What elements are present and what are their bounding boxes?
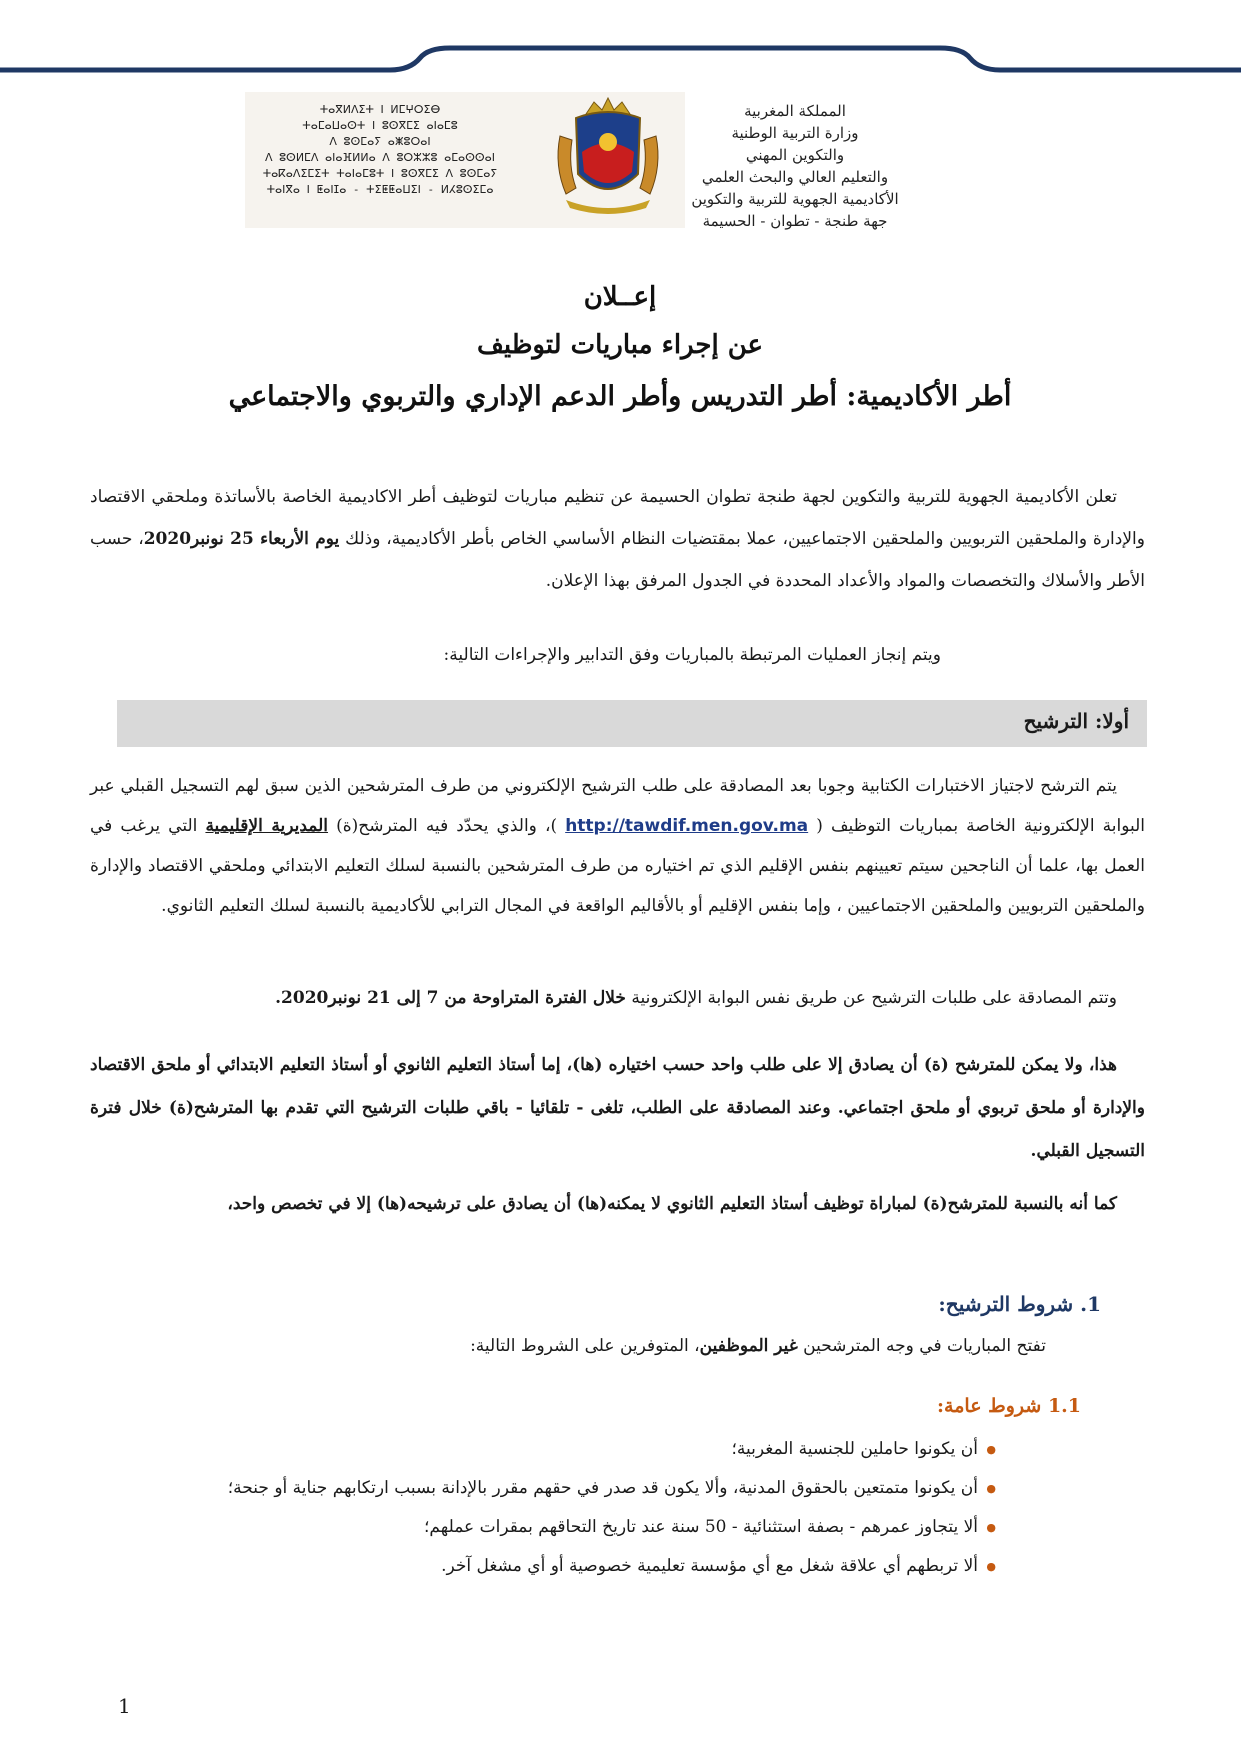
list-item: ● أن يكونوا متمتعين بالحقوق المدنية، وألا يكون قد صدر في حقهم مقرر بالإدانة بسبب ارتكابهم جناية أو جنحة؛ — [206, 1469, 996, 1508]
tifinagh-line: ⵜⴰⵏⴳⴰ ⵏ ⵟⴰⵏⵊⴰ - ⵜⵉⵟⵟⴰⵡⵉⵏ - ⵍⵃⵓⵙⵉⵎⴰ — [266, 183, 494, 196]
specialty-note — [90, 1183, 1145, 1226]
intro-followup: ويتم إنجاز العمليات المرتبطة بالمباريات وفق التدابير والإجراءات التالية: — [443, 645, 941, 665]
section-heading: أولا: الترشيح — [1023, 709, 1129, 733]
candidacy-text-b: )، والذي يحدّد فيه المترشح(ة) — [328, 816, 566, 836]
intro-paragraph — [90, 476, 1145, 602]
announcement-subtitle: عن إجراء مباريات لتوظيف — [476, 330, 764, 360]
validation-period: خلال الفترة المتراوحة من 7 إلى 21 نونبر2020. — [275, 988, 626, 1008]
ministry-line: جهة طنجة - تطوان - الحسيمة — [702, 212, 888, 230]
announcement-scope: أطر الأكاديمية: أطر التدريس وأطر الدعم الإداري والتربوي والاجتماعي — [228, 381, 1012, 412]
conditions-intro-a: تفتح المباريات في وجه المترشحين — [797, 1336, 1046, 1356]
provincial-directorate: المديرية الإقليمية — [205, 816, 329, 836]
intro-text-a: تعلن الأكاديمية الجهوية للتربية والتكوين لجهة طنجة تطوان الحسيمة عن تنظيم مباريات لتوظيف أطر الاكاديمية الخاصة بالأساتذة وملحقي الاقتصاد والإدارة والملحقين التربويين والملحقين الاجتماعيين، عملا بمقتضيات النظام الأساسي الخاص بأطر الأكاديمية، وذلك — [90, 487, 1145, 549]
portal-link[interactable]: http://tawdif.men.gov.ma — [565, 816, 809, 836]
letterhead-tifinagh — [230, 102, 530, 198]
tifinagh-line: ⴷ ⵓⵙⵍⵎⴷ ⴰⵏⴰⴼⵍⵍⴰ ⴷ ⵓⵔⵣⵣⵓ ⴰⵎⴰⵙⵙⴰⵏ — [264, 151, 496, 164]
conditions-intro — [470, 1331, 1046, 1361]
candidacy-paragraph — [90, 766, 1145, 926]
note-text: هذا، ولا يمكن للمترشح (ة) أن يصادق إلا على طلب واحد حسب اختياره (ها)، إما أستاذ التعليم الثانوي أو أستاذ التعليم الابتدائي أو ملحق الاقتصاد والإدارة أو ملحق تربوي أو ملحق اجتماعي. وعند المصادقة على الطلب، تلغى - تلقائيا - باقي طلبات الترشيح التي تقدم بها المترشح(ة) خلال فترة التسجيل القبلي. — [90, 1055, 1145, 1161]
non-employees: غير الموظفين — [699, 1336, 798, 1356]
ministry-line: وزارة التربية الوطنية — [731, 124, 859, 142]
letterhead-arabic — [680, 100, 910, 232]
ministry-line: الأكاديمية الجهوية للتربية والتكوين — [691, 190, 899, 208]
tifinagh-line: ⴷ ⵓⵙⵎⴰⵢ ⴰⵥⵓⵔⴰⵏ — [329, 135, 431, 148]
royal-emblem-icon — [546, 96, 670, 216]
tifinagh-line: ⵜⴰⴽⴰⴷⵉⵎⵉⵜ ⵜⴰⵏⴰⵎⵓⵜ ⵏ ⵓⵙⴳⵎⵉ ⴷ ⵓⵙⵎⴰⵢ — [262, 167, 498, 180]
tifinagh-line: ⵜⴰⴳⵍⴷⵉⵜ ⵏ ⵍⵎⵖⵔⵉⴱ — [319, 103, 441, 116]
candidacy-text-c: التي يرغب في العمل بها، علما أن الناجحين سيتم تعيينهم بنفس الإقليم الذي تم اختياره من طرف المترشحين بالنسبة لسلك التعليم الابتدائي وملحقي الاقتصاد والإدارة والملحقين التربويين والملحقين الاجتماعيين ، وإما بنفس الإقليم أو بالأقاليم الواقعة في المجال الترابي للأكاديمية بالنسبة لسلك التعليم الثانوي. — [90, 816, 1145, 916]
list-item: ● ألا تربطهم أي علاقة شغل مع أي مؤسسة تعليمية خصوصية أو أي مشغل آخر. — [206, 1547, 996, 1586]
ministry-line: المملكة المغربية — [744, 102, 846, 120]
list-item: ● ألا يتجاوز عمرهم - بصفة استثنائية - 50 سنة عند تاريخ التحاقهم بمقرات عملهم؛ — [206, 1508, 996, 1547]
single-application-note — [90, 1044, 1145, 1173]
validation-paragraph — [90, 983, 1145, 1013]
candidacy-text-a: يتم الترشح لاجتياز الاختبارات الكتابية وجوبا بعد المصادقة على طلب الترشيح الإلكتروني من طرف المترشحين الذين سبق لهم التسجيل القبلي عبر البوابة الإلكترونية الخاصة بمباريات التوظيف ( — [90, 776, 1146, 836]
announcement-title: إعــلان — [583, 282, 657, 312]
validation-text: وتتم المصادقة على طلبات الترشيح عن طريق نفس البوابة الإلكترونية — [625, 988, 1117, 1008]
conditions-heading: 1. شروط الترشيح: — [938, 1292, 1101, 1316]
top-decorative-line — [0, 0, 1241, 80]
conditions-list — [206, 1430, 996, 1586]
page-number: 1 — [118, 1694, 131, 1718]
exam-date: يوم الأربعاء 25 نونبر2020 — [143, 529, 340, 549]
note-text: كما أنه بالنسبة للمترشح(ة) لمباراة توظيف أستاذ التعليم الثانوي لا يمكنه(ها) أن يصادق على ترشيحه(ها) إلا في تخصص واحد، — [227, 1194, 1117, 1214]
ministry-line: والتكوين المهني — [745, 146, 845, 164]
section-heading-bar — [117, 700, 1147, 747]
ministry-line: والتعليم العالي والبحث العلمي — [701, 168, 889, 186]
general-conditions-heading: 1.1 شروط عامة: — [937, 1395, 1081, 1417]
list-item: ● أن يكونوا حاملين للجنسية المغربية؛ — [206, 1430, 996, 1469]
tifinagh-line: ⵜⴰⵎⴰⵡⴰⵙⵜ ⵏ ⵓⵙⴳⵎⵉ ⴰⵏⴰⵎⵓ — [302, 119, 458, 132]
conditions-intro-b: ، المتوفرين على الشروط التالية: — [470, 1336, 700, 1356]
intro-text-b: ، حسب الأطر والأسلاك والتخصصات والمواد والأعداد المحددة في الجدول المرفق بهذا الإعلان. — [90, 529, 1145, 591]
